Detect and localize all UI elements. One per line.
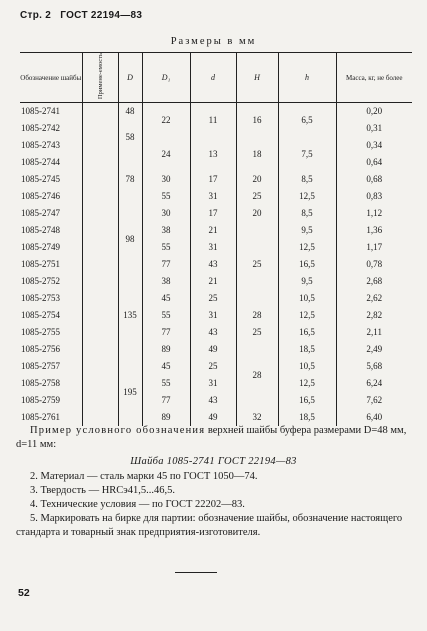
table-row <box>20 256 412 273</box>
designation-cell: 1085-2755 <box>20 324 82 341</box>
table-row <box>20 239 412 256</box>
table-cell: 58 <box>118 120 142 154</box>
designation-cell: 1085-2758 <box>20 375 82 392</box>
page-header <box>20 10 148 21</box>
table-cell: 0,78 <box>336 256 412 273</box>
table-cell: 45 <box>142 358 190 375</box>
table-cell: 20 <box>236 205 278 222</box>
table-cell: 2,49 <box>336 341 412 358</box>
table-cell: 0,31 <box>336 120 412 137</box>
table-row <box>20 324 412 341</box>
table-row <box>20 307 412 324</box>
table-cell: 22 <box>142 103 190 137</box>
designation-cell: 1085-2744 <box>20 154 82 171</box>
table-cell: 0,83 <box>336 188 412 205</box>
table-cell: 77 <box>142 392 190 409</box>
example-intro-spaced: Пример условного обозначения <box>30 425 206 436</box>
designation-cell: 1085-2761 <box>20 409 82 426</box>
table-cell: 2,62 <box>336 290 412 307</box>
example-designation: Шайба 1085-2741 ГОСТ 22194—83 <box>130 456 297 467</box>
table-cell: 25 <box>190 290 236 307</box>
table-cell: 13 <box>190 137 236 171</box>
designation-cell: 1085-2748 <box>20 222 82 239</box>
table-cell: 38 <box>142 273 190 290</box>
table-cell: 18 <box>236 137 278 171</box>
table-cell: 12,5 <box>278 188 336 205</box>
table-cell: 31 <box>190 307 236 324</box>
table-cell: 24 <box>142 137 190 171</box>
table-cell: 43 <box>190 392 236 409</box>
table-cell: 12,5 <box>278 375 336 392</box>
table-cell: 10,5 <box>278 290 336 307</box>
table-cell: 30 <box>142 205 190 222</box>
table-row <box>20 222 412 239</box>
table-cell: 49 <box>190 409 236 426</box>
table-cell: 43 <box>190 256 236 273</box>
table-cell: 55 <box>142 375 190 392</box>
page-label: Стр. 2 <box>20 10 52 21</box>
table-cell: 21 <box>190 222 236 239</box>
table-cell: 25 <box>236 188 278 205</box>
table-row <box>20 358 412 375</box>
table-cell: 55 <box>142 239 190 256</box>
table-cell: 77 <box>142 256 190 273</box>
table-cell: 48 <box>118 103 142 120</box>
table-cell: 38 <box>142 222 190 239</box>
designation-cell: 1085-2754 <box>20 307 82 324</box>
table-cell: 195 <box>118 358 142 426</box>
table-cell: 6,5 <box>278 103 336 137</box>
designation-cell: 1085-2741 <box>20 103 82 120</box>
table-cell: 55 <box>142 188 190 205</box>
table-cell: 0,64 <box>336 154 412 171</box>
example-intro <box>16 424 410 452</box>
table-cell: 89 <box>142 341 190 358</box>
table-cell: 7,62 <box>336 392 412 409</box>
table-cell: 89 <box>142 409 190 426</box>
col-H: H <box>236 53 278 103</box>
table-cell: 11 <box>190 103 236 137</box>
table-cell: 18,5 <box>278 341 336 358</box>
table-row <box>20 273 412 290</box>
table-cell: 32 <box>236 409 278 426</box>
table-cell: 8,5 <box>278 171 336 188</box>
table-cell: 2,11 <box>336 324 412 341</box>
table-row <box>20 205 412 222</box>
table-cell: 25 <box>190 358 236 375</box>
table-cell: 135 <box>118 273 142 358</box>
table-cell: 5,68 <box>336 358 412 375</box>
table-cell: 31 <box>190 239 236 256</box>
table-cell: 16 <box>236 103 278 137</box>
table-row <box>20 188 412 205</box>
table-cell: 17 <box>190 205 236 222</box>
standard-code: ГОСТ 22194—83 <box>60 10 143 21</box>
designation-cell: 1085-2753 <box>20 290 82 307</box>
col-D: D <box>118 53 142 103</box>
table-cell: 12,5 <box>278 239 336 256</box>
table-cell: 9,5 <box>278 273 336 290</box>
table-cell: 21 <box>190 273 236 290</box>
note-item: 4. Технические условия — по ГОСТ 22202—83. <box>30 499 245 510</box>
table-cell: 28 <box>236 341 278 409</box>
table-cell: 25 <box>236 324 278 341</box>
dimensions-caption: Размеры в мм <box>170 36 257 47</box>
designation-cell: 1085-2747 <box>20 205 82 222</box>
table-cell: 49 <box>190 341 236 358</box>
table-row <box>20 392 412 409</box>
footer-divider <box>175 572 217 573</box>
table-cell: 7,5 <box>278 137 336 171</box>
table-cell: 2,82 <box>336 307 412 324</box>
table-cell: 0,20 <box>336 103 412 120</box>
table-cell: 77 <box>142 324 190 341</box>
note-item: 5. Маркировать на бирке для партии: обозначение шайбы, обозначение настоящего стандарта и товарный знак предприятия-изготовителя. <box>16 513 403 538</box>
table-cell: 20 <box>236 171 278 188</box>
table-cell: 31 <box>190 188 236 205</box>
table-row <box>20 171 412 188</box>
designation-cell: 1085-2756 <box>20 341 82 358</box>
designation-cell: 1085-2752 <box>20 273 82 290</box>
example-intro-rest: верхней шайбы буфера размерами D=48 мм, d=11 мм: <box>16 425 407 450</box>
table-cell: 30 <box>142 171 190 188</box>
designation-cell: 1085-2751 <box>20 256 82 273</box>
designation-cell: 1085-2742 <box>20 120 82 137</box>
designation-cell: 1085-2759 <box>20 392 82 409</box>
table-row <box>20 137 412 154</box>
designation-cell: 1085-2746 <box>20 188 82 205</box>
table-cell <box>82 103 118 426</box>
table-cell: 10,5 <box>278 358 336 375</box>
note-item: 2. Материал — сталь марки 45 по ГОСТ 1050—74. <box>30 471 258 482</box>
table-cell: 16,5 <box>278 392 336 409</box>
designation-cell: 1085-2745 <box>20 171 82 188</box>
col-h: h <box>278 53 336 103</box>
table-cell: 98 <box>118 205 142 273</box>
table-cell: 31 <box>190 375 236 392</box>
table-row <box>20 341 412 358</box>
table-cell: 28 <box>236 307 278 324</box>
col-D1: D₁ <box>142 53 190 103</box>
table-cell: 16,5 <box>278 256 336 273</box>
table-cell: 16,5 <box>278 324 336 341</box>
designation-cell: 1085-2757 <box>20 358 82 375</box>
table-cell: 55 <box>142 307 190 324</box>
notes-list <box>16 470 410 540</box>
table-cell: 43 <box>190 324 236 341</box>
table-cell: 78 <box>118 154 142 205</box>
note-item: 3. Твердость — HRCэ41,5...46,5. <box>30 485 176 496</box>
washer-table <box>20 52 412 426</box>
table-header-row <box>20 53 412 103</box>
table-cell: 45 <box>142 290 190 307</box>
table-cell: 17 <box>190 171 236 188</box>
designation-cell: 1085-2743 <box>20 137 82 154</box>
table-cell: 2,68 <box>336 273 412 290</box>
table-cell: 6,40 <box>336 409 412 426</box>
table-cell: 6,24 <box>336 375 412 392</box>
table-cell: 1,12 <box>336 205 412 222</box>
col-applicability: Примене-емость <box>82 53 118 103</box>
page-number: 52 <box>18 587 30 599</box>
table-cell: 0,68 <box>336 171 412 188</box>
table-cell: 18,5 <box>278 409 336 426</box>
col-designation: Обозначение шайбы <box>20 53 82 103</box>
table-cell: 1,17 <box>336 239 412 256</box>
table-cell: 0,34 <box>336 137 412 154</box>
col-d: d <box>190 53 236 103</box>
table-cell: 12,5 <box>278 307 336 324</box>
table-row <box>20 290 412 307</box>
table-cell: 1,36 <box>336 222 412 239</box>
table-cell: 9,5 <box>278 222 336 239</box>
designation-cell: 1085-2749 <box>20 239 82 256</box>
table-cell: 25 <box>236 222 278 307</box>
table-row <box>20 409 412 426</box>
col-mass: Масса, кг, не более <box>336 53 412 103</box>
table-cell: 8,5 <box>278 205 336 222</box>
table-row <box>20 375 412 392</box>
table-row <box>20 103 412 120</box>
